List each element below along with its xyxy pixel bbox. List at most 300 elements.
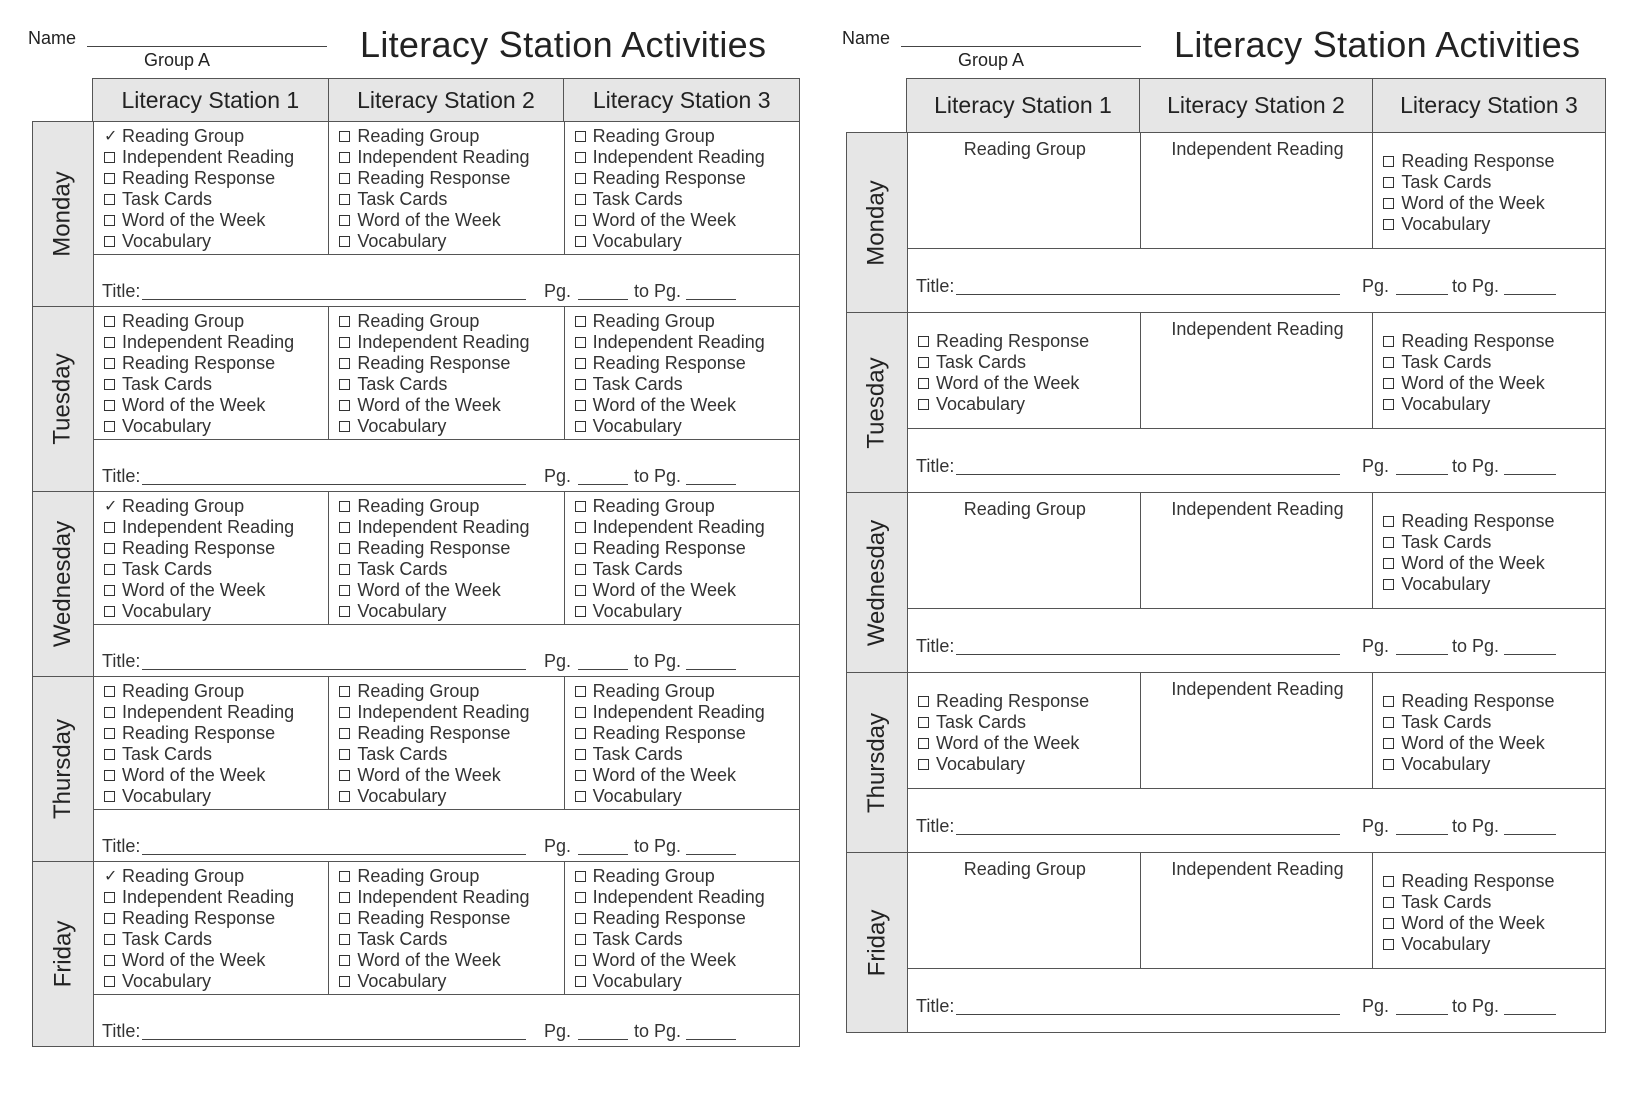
checklist-item-label: Independent Reading — [122, 147, 295, 167]
checklist-item[interactable] — [104, 538, 320, 559]
checklist-item[interactable] — [1383, 172, 1597, 193]
checkbox-icon[interactable] — [339, 728, 350, 739]
checklist-item-label: Independent Reading — [122, 887, 295, 907]
checklist-item[interactable] — [104, 601, 320, 622]
title-blank-line[interactable] — [142, 484, 526, 485]
checklist-item[interactable] — [575, 168, 791, 189]
checkbox-icon[interactable] — [1383, 696, 1394, 707]
page-to-blank[interactable] — [686, 669, 736, 670]
checkbox-icon[interactable] — [918, 717, 929, 728]
checkbox-icon[interactable] — [339, 194, 350, 205]
checklist-item[interactable] — [104, 744, 320, 765]
checklist-item[interactable] — [1383, 913, 1597, 934]
checkbox-icon[interactable] — [104, 152, 115, 163]
checkbox-icon[interactable] — [1383, 897, 1394, 908]
checkbox-icon[interactable] — [575, 358, 586, 369]
checklist-item[interactable] — [339, 353, 555, 374]
checklist-item-label: Vocabulary — [1401, 394, 1491, 414]
checkbox-icon[interactable] — [339, 934, 350, 945]
checklist-item[interactable] — [339, 210, 555, 231]
checkbox-icon[interactable] — [575, 152, 586, 163]
checkbox-icon[interactable] — [575, 871, 586, 882]
checklist-item[interactable] — [575, 971, 791, 992]
checkbox-icon[interactable] — [575, 543, 586, 554]
checkbox-icon[interactable] — [575, 913, 586, 924]
checkbox-icon[interactable] — [339, 913, 350, 924]
checklist-item[interactable] — [1383, 574, 1597, 595]
checklist-item[interactable] — [1383, 151, 1597, 172]
checklist-item[interactable] — [339, 580, 555, 601]
checkbox-icon[interactable] — [1383, 198, 1394, 209]
checklist-item[interactable] — [918, 373, 1132, 394]
page-from-blank[interactable] — [578, 1039, 628, 1040]
checklist-item[interactable] — [575, 353, 791, 374]
checkbox-icon[interactable] — [339, 358, 350, 369]
checkbox-icon[interactable] — [1383, 156, 1394, 167]
checkbox-icon[interactable] — [339, 955, 350, 966]
checklist-item[interactable] — [339, 231, 555, 252]
checklist-item[interactable] — [918, 352, 1132, 373]
checkbox-icon[interactable] — [104, 955, 115, 966]
checkbox-icon[interactable] — [575, 522, 586, 533]
checklist-item[interactable] — [104, 126, 320, 147]
checkbox-icon[interactable] — [1383, 579, 1394, 590]
checkbox-icon[interactable] — [104, 543, 115, 554]
page-to-blank[interactable] — [686, 299, 736, 300]
checklist-item[interactable] — [104, 517, 320, 538]
checklist-item[interactable] — [1383, 532, 1597, 553]
page-label: Pg. — [544, 1021, 572, 1041]
checklist-item[interactable] — [918, 394, 1132, 415]
checkbox-icon[interactable] — [1383, 918, 1394, 929]
title-blank-line[interactable] — [956, 474, 1340, 475]
checkbox-icon[interactable] — [104, 215, 115, 226]
checkbox-icon[interactable] — [575, 316, 586, 327]
page-label: Pg. — [544, 281, 572, 301]
checklist-item[interactable] — [575, 416, 791, 437]
page-to-blank[interactable] — [1504, 474, 1556, 475]
checklist-item[interactable] — [339, 601, 555, 622]
checkbox-icon[interactable] — [575, 379, 586, 390]
checkbox-icon[interactable] — [918, 759, 929, 770]
title-blank-line[interactable] — [142, 299, 526, 300]
checkbox-icon[interactable] — [104, 585, 115, 596]
checklist-item[interactable] — [339, 496, 555, 517]
checkbox-icon[interactable] — [575, 194, 586, 205]
title-blank-line[interactable] — [956, 1014, 1340, 1015]
checklist-item[interactable] — [339, 765, 555, 786]
checkbox-icon[interactable] — [575, 215, 586, 226]
checklist-item[interactable] — [104, 786, 320, 807]
checklist-item[interactable] — [104, 723, 320, 744]
checkbox-icon[interactable] — [339, 791, 350, 802]
checklist-item[interactable] — [339, 702, 555, 723]
checklist-item[interactable] — [339, 887, 555, 908]
page-to-blank[interactable] — [1504, 834, 1556, 835]
checklist-item[interactable] — [339, 332, 555, 353]
checklist-item[interactable] — [104, 189, 320, 210]
checklist-item[interactable] — [1383, 394, 1597, 415]
page-from-blank[interactable] — [578, 854, 628, 855]
checkbox-icon[interactable] — [104, 934, 115, 945]
checkbox-icon[interactable] — [339, 522, 350, 533]
checklist-item[interactable] — [575, 374, 791, 395]
checklist-item[interactable] — [575, 580, 791, 601]
checklist-item[interactable] — [339, 311, 555, 332]
checkbox-icon[interactable] — [1383, 738, 1394, 749]
checkbox-icon[interactable] — [104, 892, 115, 903]
checklist-item[interactable] — [339, 559, 555, 580]
checklist-item[interactable] — [575, 887, 791, 908]
page-to-blank[interactable] — [686, 484, 736, 485]
station-cell — [1373, 133, 1605, 248]
checklist-item[interactable] — [104, 929, 320, 950]
checklist-item[interactable] — [575, 496, 791, 517]
checklist-item-label: Task Cards — [936, 712, 1027, 732]
checkbox-icon[interactable] — [575, 892, 586, 903]
checklist-item-label: Task Cards — [357, 744, 448, 764]
checkbox-icon[interactable] — [339, 316, 350, 327]
station-cells — [908, 673, 1605, 789]
checklist-item[interactable] — [339, 538, 555, 559]
checkbox-icon[interactable] — [1383, 516, 1394, 527]
page-from-blank[interactable] — [1396, 294, 1448, 295]
checklist-item[interactable] — [1383, 934, 1597, 955]
checklist-item[interactable] — [575, 311, 791, 332]
checkbox-icon[interactable] — [104, 707, 115, 718]
station-activity: Reading Group — [963, 139, 1086, 159]
title-label: Title: — [916, 456, 955, 476]
checkbox-icon[interactable] — [918, 738, 929, 749]
checklist-item[interactable] — [339, 374, 555, 395]
checklist-item[interactable] — [104, 580, 320, 601]
checklist-item[interactable] — [575, 723, 791, 744]
checklist-item[interactable] — [339, 929, 555, 950]
checklist-item[interactable] — [1383, 691, 1597, 712]
checkbox-icon[interactable] — [918, 336, 929, 347]
left-worksheet — [28, 0, 800, 1047]
checkbox-icon[interactable] — [104, 606, 115, 617]
station-cell — [908, 133, 1141, 248]
station-cell — [1141, 853, 1374, 968]
checklist-item[interactable] — [104, 681, 320, 702]
checklist-item[interactable] — [918, 331, 1132, 352]
checkbox-icon[interactable] — [575, 236, 586, 247]
checklist-item[interactable] — [575, 210, 791, 231]
checkbox-icon[interactable] — [339, 585, 350, 596]
checkbox-icon[interactable] — [1383, 876, 1394, 887]
checkbox-icon[interactable] — [339, 131, 350, 142]
checklist-item[interactable] — [339, 147, 555, 168]
name-line — [87, 46, 327, 47]
checkbox-icon[interactable] — [104, 522, 115, 533]
checklist-item[interactable] — [104, 908, 320, 929]
checklist-item[interactable] — [575, 395, 791, 416]
checkbox-icon[interactable] — [104, 379, 115, 390]
checklist-item[interactable] — [575, 332, 791, 353]
checklist-item[interactable] — [575, 601, 791, 622]
checkbox-icon[interactable] — [575, 421, 586, 432]
checkbox-icon[interactable] — [104, 564, 115, 575]
checkbox-icon[interactable] — [575, 791, 586, 802]
checklist-item[interactable] — [339, 866, 555, 887]
checkbox-icon[interactable] — [575, 131, 586, 142]
checklist-item-label: Task Cards — [122, 929, 213, 949]
page-from-blank[interactable] — [1396, 474, 1448, 475]
checklist-item[interactable] — [575, 147, 791, 168]
checkbox-icon[interactable] — [339, 707, 350, 718]
checklist-item[interactable] — [1383, 214, 1597, 235]
checkbox-icon[interactable] — [339, 501, 350, 512]
checkbox-icon[interactable] — [575, 770, 586, 781]
checkbox-icon[interactable] — [339, 686, 350, 697]
checklist-item[interactable] — [104, 496, 320, 517]
checkbox-icon[interactable] — [339, 152, 350, 163]
checklist-item[interactable] — [104, 210, 320, 231]
checkbox-icon[interactable] — [575, 173, 586, 184]
checkbox-icon[interactable] — [339, 770, 350, 781]
checklist-item[interactable] — [1383, 712, 1597, 733]
checkbox-icon[interactable] — [575, 606, 586, 617]
checkbox-icon[interactable] — [104, 358, 115, 369]
checklist-item[interactable] — [575, 950, 791, 971]
checklist-item[interactable] — [339, 395, 555, 416]
checklist-item[interactable] — [104, 332, 320, 353]
checkbox-icon[interactable] — [339, 421, 350, 432]
checklist-item[interactable] — [104, 395, 320, 416]
page-from-blank[interactable] — [1396, 654, 1448, 655]
page-to-blank[interactable] — [1504, 654, 1556, 655]
checklist-item[interactable] — [575, 786, 791, 807]
checklist-item-label: Vocabulary — [592, 786, 682, 806]
checklist-item[interactable] — [1383, 193, 1597, 214]
checkbox-icon[interactable] — [339, 400, 350, 411]
checklist-item[interactable] — [1383, 754, 1597, 775]
checkbox-icon[interactable] — [918, 378, 929, 389]
page-to-blank[interactable] — [1504, 294, 1556, 295]
checklist-item[interactable] — [575, 908, 791, 929]
checklist-item[interactable] — [104, 702, 320, 723]
checklist-item[interactable] — [918, 691, 1132, 712]
page-from-blank[interactable] — [1396, 1014, 1448, 1015]
checklist-item[interactable] — [575, 231, 791, 252]
checklist-item[interactable] — [104, 866, 320, 887]
checkbox-icon[interactable] — [104, 749, 115, 760]
checkbox-icon[interactable] — [339, 215, 350, 226]
checklist-item[interactable] — [339, 744, 555, 765]
page-from-blank[interactable] — [1396, 834, 1448, 835]
checklist-item[interactable] — [339, 971, 555, 992]
checkbox-icon[interactable] — [104, 728, 115, 739]
checklist-item[interactable] — [575, 559, 791, 580]
checklist-item[interactable] — [1383, 352, 1597, 373]
checkbox-icon[interactable] — [575, 501, 586, 512]
title-blank-line[interactable] — [956, 834, 1340, 835]
title-blank-line[interactable] — [956, 654, 1340, 655]
checklist-item[interactable] — [918, 754, 1132, 775]
day-name: Friday — [49, 920, 76, 988]
checkbox-icon[interactable] — [339, 871, 350, 882]
checklist-item[interactable] — [575, 744, 791, 765]
checkbox-icon[interactable] — [339, 892, 350, 903]
checkbox-icon[interactable] — [918, 696, 929, 707]
checkbox-icon[interactable] — [1383, 759, 1394, 770]
checklist-item[interactable] — [104, 765, 320, 786]
checkbox-icon[interactable] — [104, 976, 115, 987]
checkbox-icon[interactable] — [104, 316, 115, 327]
checklist-item-label: Vocabulary — [592, 231, 682, 251]
checkbox-icon[interactable] — [575, 337, 586, 348]
group-label: Group A — [144, 50, 211, 70]
checkbox-icon[interactable] — [339, 749, 350, 760]
checklist-item[interactable] — [104, 168, 320, 189]
checklist-item[interactable] — [339, 908, 555, 929]
checkbox-icon[interactable] — [104, 236, 115, 247]
checklist-item[interactable] — [575, 517, 791, 538]
checklist-item[interactable] — [918, 712, 1132, 733]
checkbox-icon[interactable] — [1383, 357, 1394, 368]
checkbox-icon[interactable] — [339, 606, 350, 617]
checklist-item-label: Vocabulary — [357, 601, 447, 621]
checkbox-icon[interactable] — [339, 337, 350, 348]
title-row — [94, 995, 799, 1046]
title-blank-line[interactable] — [142, 854, 526, 855]
checkbox-icon[interactable] — [339, 236, 350, 247]
checklist-item[interactable] — [1383, 373, 1597, 394]
checklist-item-label: Reading Response — [122, 723, 276, 743]
station-cell — [329, 677, 564, 809]
station-activity: Reading Group — [963, 859, 1086, 879]
page-from-blank[interactable] — [578, 669, 628, 670]
checklist-item[interactable] — [1383, 511, 1597, 532]
checklist-item[interactable] — [339, 517, 555, 538]
page-from-blank[interactable] — [578, 484, 628, 485]
checklist-item[interactable] — [575, 681, 791, 702]
checklist-item-label: Task Cards — [357, 189, 448, 209]
checkbox-icon[interactable] — [575, 400, 586, 411]
to-page-label: to Pg. — [1452, 276, 1500, 296]
checklist-item[interactable] — [575, 866, 791, 887]
page-to-blank[interactable] — [1504, 1014, 1556, 1015]
checklist-item[interactable] — [1383, 892, 1597, 913]
checkbox-icon[interactable] — [104, 791, 115, 802]
checklist-item[interactable] — [575, 702, 791, 723]
station-cells — [94, 862, 799, 995]
checkbox-icon[interactable] — [575, 934, 586, 945]
checkbox-icon[interactable] — [575, 707, 586, 718]
checkbox-icon[interactable] — [104, 337, 115, 348]
checkbox-icon[interactable] — [1383, 378, 1394, 389]
checkbox-icon[interactable] — [339, 543, 350, 554]
checkbox-icon[interactable] — [104, 400, 115, 411]
checklist-item[interactable] — [104, 311, 320, 332]
checklist-item[interactable] — [339, 681, 555, 702]
checkbox-icon[interactable] — [339, 976, 350, 987]
checkbox-icon[interactable] — [575, 686, 586, 697]
checkbox-icon[interactable] — [104, 421, 115, 432]
checklist-item[interactable] — [104, 559, 320, 580]
checklist-item[interactable] — [339, 723, 555, 744]
checklist-item-label: Reading Response — [122, 353, 276, 373]
title-blank-line[interactable] — [956, 294, 1340, 295]
checklist-item-label: Vocabulary — [592, 971, 682, 991]
checkbox-icon[interactable] — [575, 728, 586, 739]
title-blank-line[interactable] — [142, 1039, 526, 1040]
checkbox-icon[interactable] — [1383, 537, 1394, 548]
group-label: Group A — [958, 50, 1025, 70]
page-label: Pg. — [1362, 456, 1390, 476]
checklist-item[interactable] — [1383, 733, 1597, 754]
checklist-item[interactable] — [1383, 871, 1597, 892]
checklist-item[interactable] — [575, 929, 791, 950]
checkbox-icon[interactable] — [339, 173, 350, 184]
checklist-item[interactable] — [104, 971, 320, 992]
checklist-item[interactable] — [1383, 553, 1597, 574]
checkbox-icon[interactable] — [575, 955, 586, 966]
station-checklist — [918, 677, 1132, 775]
checkbox-icon[interactable] — [104, 770, 115, 781]
checklist-item[interactable] — [339, 786, 555, 807]
checkbox-icon[interactable] — [575, 749, 586, 760]
checklist-item[interactable] — [104, 231, 320, 252]
checkbox-icon[interactable] — [1383, 219, 1394, 230]
checkbox-icon[interactable] — [1383, 717, 1394, 728]
checklist-item[interactable] — [104, 416, 320, 437]
checklist-item[interactable] — [575, 765, 791, 786]
day-row — [846, 312, 1605, 492]
checkbox-icon[interactable] — [575, 585, 586, 596]
checklist-item[interactable] — [104, 147, 320, 168]
station-checklist — [1383, 137, 1597, 235]
checklist-item[interactable] — [575, 189, 791, 210]
title-blank-line[interactable] — [142, 669, 526, 670]
checkbox-icon[interactable] — [339, 379, 350, 390]
checklist-item[interactable] — [104, 950, 320, 971]
checkbox-icon[interactable] — [104, 913, 115, 924]
checklist-item[interactable] — [1383, 331, 1597, 352]
checkbox-icon[interactable] — [918, 399, 929, 410]
checklist-item[interactable] — [339, 189, 555, 210]
checkbox-icon[interactable] — [1383, 558, 1394, 569]
checklist-item[interactable] — [339, 168, 555, 189]
checklist-item[interactable] — [104, 887, 320, 908]
checkbox-icon[interactable] — [104, 194, 115, 205]
checkbox-icon[interactable] — [104, 686, 115, 697]
page-to-blank[interactable] — [686, 854, 736, 855]
page-to-blank[interactable] — [686, 1039, 736, 1040]
checkbox-icon[interactable] — [104, 173, 115, 184]
page-from-blank[interactable] — [578, 299, 628, 300]
checklist-item[interactable] — [339, 950, 555, 971]
checkbox-icon[interactable] — [339, 564, 350, 575]
checkbox-icon[interactable] — [575, 976, 586, 987]
checkbox-icon[interactable] — [575, 564, 586, 575]
checklist-item[interactable] — [918, 733, 1132, 754]
checklist-item[interactable] — [575, 126, 791, 147]
checklist-item[interactable] — [339, 126, 555, 147]
checklist-item[interactable] — [575, 538, 791, 559]
checklist-item[interactable] — [104, 374, 320, 395]
checkbox-icon[interactable] — [1383, 177, 1394, 188]
checkbox-icon[interactable] — [1383, 939, 1394, 950]
checkbox-icon[interactable] — [1383, 399, 1394, 410]
checkbox-icon[interactable] — [1383, 336, 1394, 347]
checklist-item-label: Word of the Week — [122, 765, 266, 785]
day-label — [32, 492, 94, 676]
checklist-item[interactable] — [339, 416, 555, 437]
checklist-item[interactable] — [104, 353, 320, 374]
checkbox-icon[interactable] — [918, 357, 929, 368]
